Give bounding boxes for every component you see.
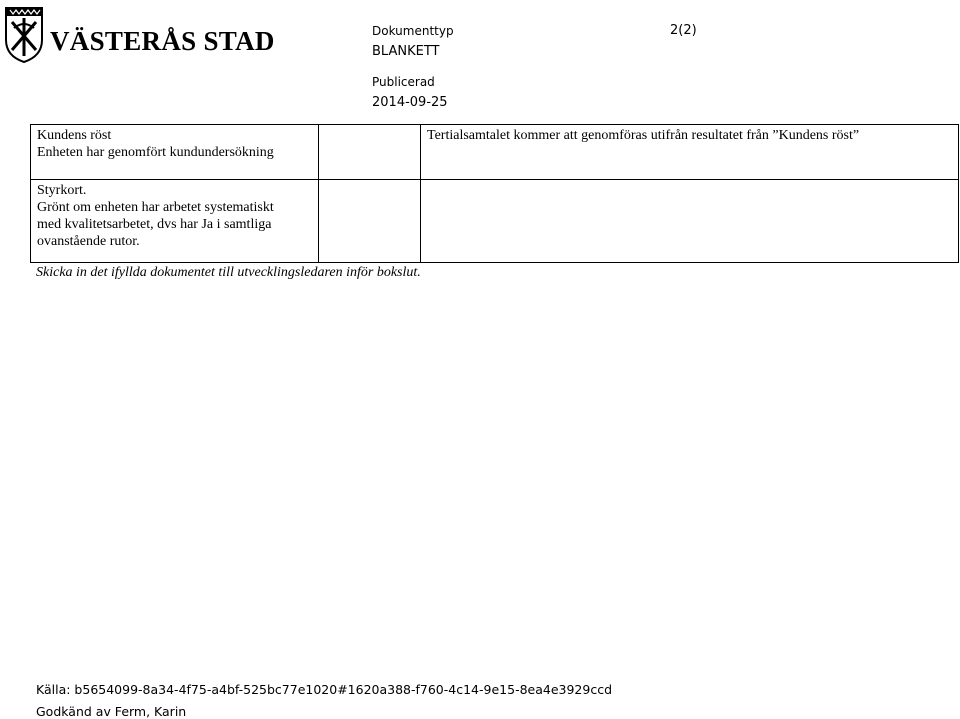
- footer-approved-by: Godkänd av Ferm, Karin: [36, 704, 187, 719]
- checklist-table: [30, 124, 959, 263]
- table-row: [31, 125, 959, 180]
- document-type-label: Dokumenttyp: [372, 24, 454, 38]
- row-description: Enheten har genomfört kundundersökning: [37, 145, 274, 160]
- row-description: med kvalitetsarbetet, dvs har Ja i samtliga: [37, 217, 272, 232]
- row-comment-cell[interactable]: Tertialsamtalet kommer att genomföras utifrån resultatet från ”Kundens röst”: [421, 125, 959, 180]
- row-answer-cell[interactable]: [319, 180, 421, 263]
- table-row: [31, 180, 959, 263]
- published-label: Publicerad: [372, 75, 435, 89]
- row-comment-cell[interactable]: [421, 180, 959, 263]
- document-type-value: BLANKETT: [372, 44, 440, 59]
- footer-source: Källa: b5654099-8a34-4f75-a4bf-525bc77e1020#1620a388-f760-4c14-9e15-8ea4e3929ccd: [36, 682, 613, 697]
- row-title: Styrkort.: [37, 183, 87, 198]
- vasteras-coat-of-arms-icon: [4, 6, 44, 64]
- row-description-cell: [31, 180, 319, 263]
- row-title: Kundens röst: [37, 128, 112, 143]
- row-description: ovanstående rutor.: [37, 234, 140, 249]
- submission-instruction: Skicka in det ifyllda dokumentet till utvecklingsledaren inför bokslut.: [36, 265, 421, 280]
- published-date: 2014-09-25: [372, 95, 448, 110]
- row-description-cell: [31, 125, 319, 180]
- organization-name: VÄSTERÅS STAD: [50, 26, 275, 56]
- row-answer-cell[interactable]: [319, 125, 421, 180]
- row-description: Grönt om enheten har arbetet systematiskt: [37, 200, 274, 215]
- page-number: 2(2): [670, 23, 697, 38]
